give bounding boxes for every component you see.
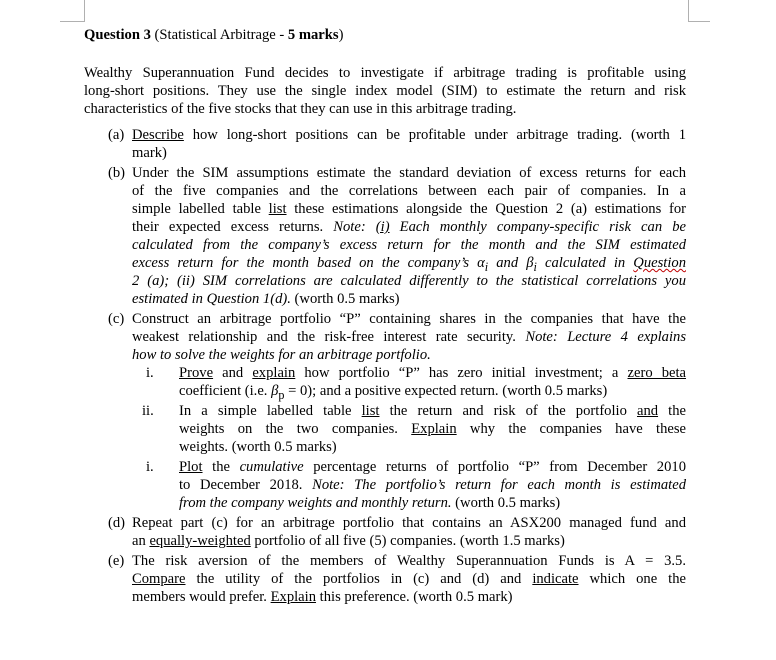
crop-mark-top-right-horizontal	[688, 21, 710, 22]
subpart-line: In a simple labelled table list the return and risk of the portfolio and the	[179, 403, 686, 419]
question-label: Question 3	[84, 27, 151, 43]
crop-mark-top-left-horizontal	[60, 21, 85, 22]
crop-mark-top-left-vertical	[84, 0, 85, 22]
subpart-number: i.	[146, 459, 154, 475]
intro-line: long-short positions. They use the single index model (SIM) to estimate the return and risk	[84, 83, 686, 99]
question-title: Question 3 (Statistical Arbitrage - 5 marks)	[84, 27, 344, 43]
part-c-line: Construct an arbitrage portfolio “P” containing shares in the companies that have the	[132, 311, 686, 327]
part-c-line: how to solve the weights for an arbitrage portfolio.	[132, 347, 431, 363]
part-c-line: weakest relationship and the risk-free interest rate security. Note: Lecture 4 explains	[132, 329, 687, 345]
part-e-line: The risk aversion of the members of Wealthy Superannuation Funds is A = 3.5.	[132, 553, 686, 569]
part-number: (c)	[108, 311, 125, 327]
part-b-line: Under the SIM assumptions estimate the standard deviation of excess returns for each	[132, 165, 686, 181]
subpart-number: i.	[146, 365, 154, 381]
part-number: (b)	[108, 165, 126, 181]
part-b-line: 2 (a); (ii) SIM correlations are calculated differently to the statistical correlations you	[132, 273, 686, 289]
part-d-line: an equally-weighted portfolio of all five (5) companies. (worth 1.5 marks)	[132, 533, 565, 549]
spellcheck-underline: Question	[633, 255, 686, 271]
part-b-line: their expected excess returns. Note: (i) Each monthly company-specific risk can be	[132, 219, 686, 235]
part-number: (d)	[108, 515, 126, 531]
intro-line: characteristics of the five stocks that they can use in this arbitrage trading.	[84, 101, 517, 117]
subpart-line: Prove and explain how portfolio “P” has zero initial investment; a zero beta	[179, 365, 687, 381]
part-number: (e)	[108, 553, 125, 569]
part-b-line: estimated in Question 1(d). (worth 0.5 marks)	[132, 291, 400, 307]
part-a-line: Describe how long-short positions can be profitable under arbitrage trading. (worth 1	[132, 127, 686, 143]
crop-mark-top-right-vertical	[688, 0, 689, 22]
subpart-line: from the company weights and monthly return. (worth 0.5 marks)	[179, 495, 561, 511]
subpart-line: coefficient (i.e. $\beta_p = 0$); and a positive expected return. (worth 0.5 marks)	[179, 383, 608, 402]
part-b-line: of the five companies and the correlations between each pair of companies. In a	[132, 183, 686, 199]
part-d-line: Repeat part (c) for an arbitrage portfolio that contains an ASX200 managed fund and	[132, 515, 686, 531]
part-e-line: members would prefer. Explain this preference. (worth 0.5 mark)	[132, 589, 513, 605]
question-marks: 5 marks	[287, 27, 339, 43]
part-b-line: calculated from the company’s excess return for the month and the SIM estimated	[132, 237, 686, 253]
part-a-line: mark)	[132, 145, 167, 161]
part-b-line: simple labelled table list these estimations alongside the Question 2 (a) estimations for	[132, 201, 686, 217]
subpart-line: weights on the two companies. Explain why the companies have these	[179, 421, 686, 437]
intro-line: Wealthy Superannuation Fund decides to investigate if arbitrage trading is profitable using	[84, 65, 686, 81]
part-b-line: excess return for the month based on the company’s $\alpha_i$ and $\beta_i$ calculated in Question	[132, 255, 686, 274]
subpart-line: to December 2018. Note: The portfolio’s return for each month is estimated	[179, 477, 686, 493]
part-number: (a)	[108, 127, 125, 143]
subpart-line: Plot the cumulative percentage returns of portfolio “P” from December 2010	[179, 459, 686, 475]
subpart-line: weights. (worth 0.5 marks)	[179, 439, 337, 455]
part-e-line: Compare the utility of the portfolios in (c) and (d) and indicate which one the	[132, 571, 686, 587]
subpart-number: ii.	[142, 403, 154, 419]
